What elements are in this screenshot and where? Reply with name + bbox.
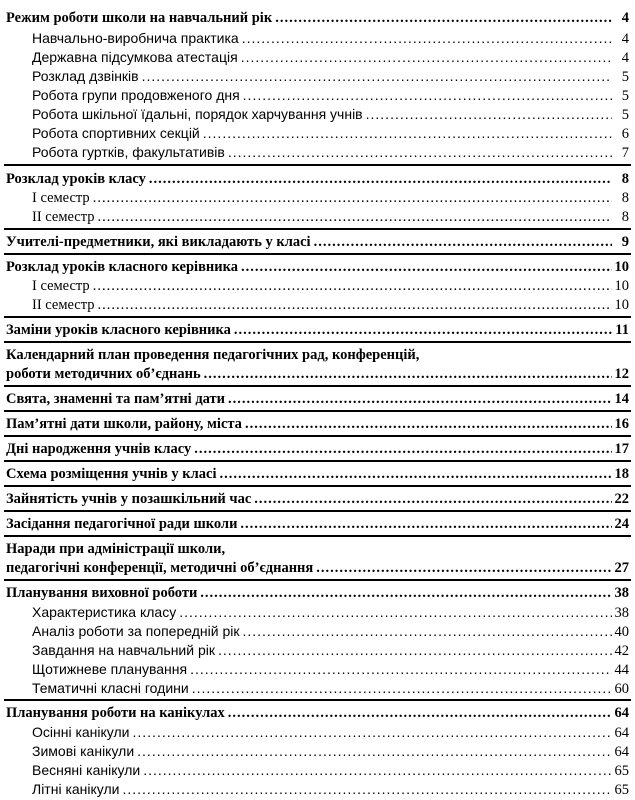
toc-subentry[interactable] [6, 277, 629, 295]
toc-page-number: 27 [614, 560, 629, 576]
toc-entry-pedagogical-council[interactable] [6, 515, 629, 533]
toc-page-number: 4 [621, 10, 629, 26]
toc-subentry-label: I семестр [32, 190, 90, 206]
toc-entry-title: Розклад уроків класу [6, 171, 146, 187]
toc-entry-title: Свята, знаменні та пам’ятні дати [6, 391, 226, 407]
toc-page-number: 5 [621, 107, 629, 123]
dot-leader [218, 641, 612, 659]
toc-entry-title: Режим роботи школи на навчальний рік [6, 10, 273, 26]
toc-page-number: 10 [614, 259, 629, 275]
dot-leader [245, 415, 612, 433]
toc-entry-title: Планування виховної роботи [6, 585, 198, 601]
toc-entry-title: Зайнятість учнів у позашкільний час [6, 491, 252, 507]
section-divider [4, 410, 631, 412]
toc-subentry-label: Державна підсумкова атестація [32, 49, 238, 65]
toc-entry-title: Пам’ятні дати школи, району, міста [6, 416, 242, 432]
toc-page-number: 65 [614, 763, 629, 779]
toc-page-number: 5 [621, 69, 629, 85]
toc-entry-holidays[interactable] [6, 390, 629, 408]
toc-subentry-label: Зимові канікули [32, 743, 135, 759]
section-divider [4, 435, 631, 437]
section-divider [4, 253, 631, 255]
section-divider [4, 341, 631, 343]
dot-leader [316, 559, 611, 577]
dot-leader [93, 189, 612, 207]
toc-page-number: 40 [614, 624, 629, 640]
dot-leader [228, 390, 611, 408]
toc-entry-title: Схема розміщення учнів у класі [6, 466, 217, 482]
section-divider [4, 316, 631, 318]
toc-page-number: 12 [614, 366, 629, 382]
dot-leader [133, 723, 612, 741]
dot-leader [220, 465, 612, 483]
dot-leader [190, 660, 611, 678]
toc-entry-holiday-planning[interactable] [6, 704, 629, 722]
toc-subentry-label: Тематичні класні години [32, 680, 189, 696]
toc-entry-class-schedule[interactable] [6, 170, 629, 188]
dot-leader [98, 208, 612, 226]
toc-subentry[interactable] [6, 296, 629, 314]
toc-subentry[interactable] [6, 29, 629, 48]
dot-leader [242, 622, 611, 640]
toc-page-number: 38 [614, 605, 629, 621]
toc-page-number: 18 [614, 466, 629, 482]
toc-subentry-label: Робота спортивних секцій [32, 125, 200, 141]
toc-page-number: 11 [615, 322, 629, 338]
toc-page-number: 5 [621, 88, 629, 104]
toc-entry-title-line1[interactable]: Наради при адміністрації школи, [6, 541, 226, 557]
toc-page-number: 14 [614, 391, 629, 407]
dot-leader [228, 704, 612, 722]
dot-leader [122, 780, 611, 798]
toc-subentry[interactable] [6, 48, 629, 67]
toc-subentry[interactable] [6, 603, 629, 622]
dot-leader [192, 679, 612, 697]
dot-leader [243, 86, 612, 104]
section-divider [4, 510, 631, 512]
toc-subentry[interactable] [6, 723, 629, 742]
toc-entry-extracurricular[interactable] [6, 490, 629, 508]
toc-entry-title: Розклад уроків класного керівника [6, 259, 238, 275]
toc-page-number: 64 [614, 705, 629, 721]
section-divider [4, 485, 631, 487]
section-divider [4, 579, 631, 581]
dot-leader [200, 584, 611, 602]
toc-page-number: 16 [614, 416, 629, 432]
toc-subentry-label: II семестр [32, 297, 95, 313]
dot-leader [241, 48, 612, 66]
section-divider [4, 385, 631, 387]
toc-subentry[interactable] [6, 641, 629, 660]
dot-leader [203, 124, 612, 142]
toc-subentry[interactable] [6, 105, 629, 124]
toc-entry-title: педагогічні конференції, методичні об’єднання [6, 560, 314, 576]
toc-page-number: 4 [621, 50, 629, 66]
toc-subentry[interactable] [6, 742, 629, 761]
section-divider [4, 164, 631, 166]
toc-page-number: 65 [614, 782, 629, 798]
toc-entry-meetings[interactable] [6, 559, 629, 577]
dot-leader [98, 296, 612, 314]
toc-subentry-label: Осінні канікули [32, 724, 130, 740]
toc-page-number: 8 [621, 171, 629, 187]
dot-leader [93, 277, 612, 295]
toc-subentry[interactable] [6, 660, 629, 679]
toc-subentry-label: Навчально-виробнича практика [32, 30, 239, 46]
dot-leader [149, 170, 612, 188]
section-divider [4, 228, 631, 230]
toc-entry-substitutions[interactable] [6, 321, 629, 339]
toc-subentry-label: Робота гуртків, факультативів [32, 144, 225, 160]
dot-leader [241, 258, 612, 276]
toc-subentry-label: I семестр [32, 278, 90, 294]
toc-page-number: 7 [621, 145, 629, 161]
toc-subentry[interactable] [6, 124, 629, 143]
toc-subentry[interactable] [6, 86, 629, 105]
toc-entry-title: Учителі-предметники, які викладають у класі [6, 234, 311, 250]
dot-leader [228, 143, 612, 161]
toc-subentry[interactable] [6, 67, 629, 86]
toc-page-number: 6 [621, 126, 629, 142]
toc-entry-birthdays[interactable] [6, 440, 629, 458]
toc-entry-title: роботи методичних об’єднань [6, 366, 201, 382]
dot-leader [137, 742, 611, 760]
toc-entry-school-regime[interactable] [6, 9, 629, 27]
toc-page-number: 44 [614, 662, 629, 678]
toc-entry-subject-teachers[interactable] [6, 233, 629, 251]
dot-leader [254, 490, 611, 508]
section-divider [4, 535, 631, 537]
toc-subentry[interactable] [6, 679, 629, 698]
toc-entry-educational-planning[interactable] [6, 584, 629, 602]
toc-subentry-label: Щотижневе планування [32, 661, 188, 677]
toc-entry-title-line1[interactable]: Календарний план проведення педагогічних рад, конференцій, [6, 347, 420, 363]
toc-entry-memorable-dates[interactable] [6, 415, 629, 433]
toc-subentry-label: Аналіз роботи за попередній рік [32, 623, 240, 639]
toc-page-number: 64 [614, 725, 629, 741]
toc-entry-title: Планування роботи на канікулах [6, 705, 225, 721]
toc-page-number: 60 [614, 681, 629, 697]
dot-leader [242, 29, 612, 47]
toc-page-number: 64 [614, 744, 629, 760]
toc-page-number: 9 [621, 234, 629, 250]
toc-page-number: 42 [614, 643, 629, 659]
toc-subentry-label: Літні канікули [32, 781, 120, 797]
toc-subentry-label: Завдання на навчальний рік [32, 642, 215, 658]
dot-leader [314, 233, 612, 251]
toc-subentry[interactable] [6, 622, 629, 641]
toc-entry-title: Засідання педагогічної ради школи [6, 516, 238, 532]
toc-page-number: 38 [614, 585, 629, 601]
section-divider [4, 699, 631, 701]
toc-page-number: 10 [614, 278, 629, 294]
toc-subentry[interactable] [6, 761, 629, 780]
toc-subentry-label: Робота групи продовженого дня [32, 87, 240, 103]
toc-subentry-label: Робота шкільної їдальні, порядок харчування учнів [32, 106, 363, 122]
toc-subentry-label: Характеристика класу [32, 604, 177, 620]
toc-page-number: 8 [621, 209, 629, 225]
dot-leader [194, 440, 611, 458]
section-divider [4, 460, 631, 462]
toc-entry-calendar-plan[interactable] [6, 365, 629, 383]
dot-leader [204, 365, 612, 383]
toc-entry-seating-plan[interactable] [6, 465, 629, 483]
toc-page-number: 10 [614, 297, 629, 313]
toc-entry-title: Заміни уроків класного керівника [6, 322, 231, 338]
toc-subentry[interactable] [6, 143, 629, 162]
dot-leader [240, 515, 611, 533]
toc-subentry[interactable] [6, 189, 629, 207]
toc-entry-teacher-schedule[interactable] [6, 258, 629, 276]
toc-page-number: 24 [614, 516, 629, 532]
dot-leader [142, 67, 612, 85]
toc-subentry-label: II семестр [32, 209, 95, 225]
toc-subentry-label: Розклад дзвінків [32, 68, 139, 84]
toc-entry-title: Дні народження учнів класу [6, 441, 192, 457]
dot-leader [234, 321, 612, 339]
toc-page-number: 17 [614, 441, 629, 457]
toc-subentry[interactable] [6, 208, 629, 226]
dot-leader [275, 9, 612, 27]
toc-page-number: 22 [614, 491, 629, 507]
toc-subentry[interactable] [6, 780, 629, 799]
dot-leader [179, 603, 611, 621]
dot-leader [366, 105, 612, 123]
toc-page-number: 8 [621, 190, 629, 206]
dot-leader [143, 761, 611, 779]
toc-subentry-label: Весняні канікули [32, 762, 141, 778]
toc-page-number: 4 [621, 31, 629, 47]
